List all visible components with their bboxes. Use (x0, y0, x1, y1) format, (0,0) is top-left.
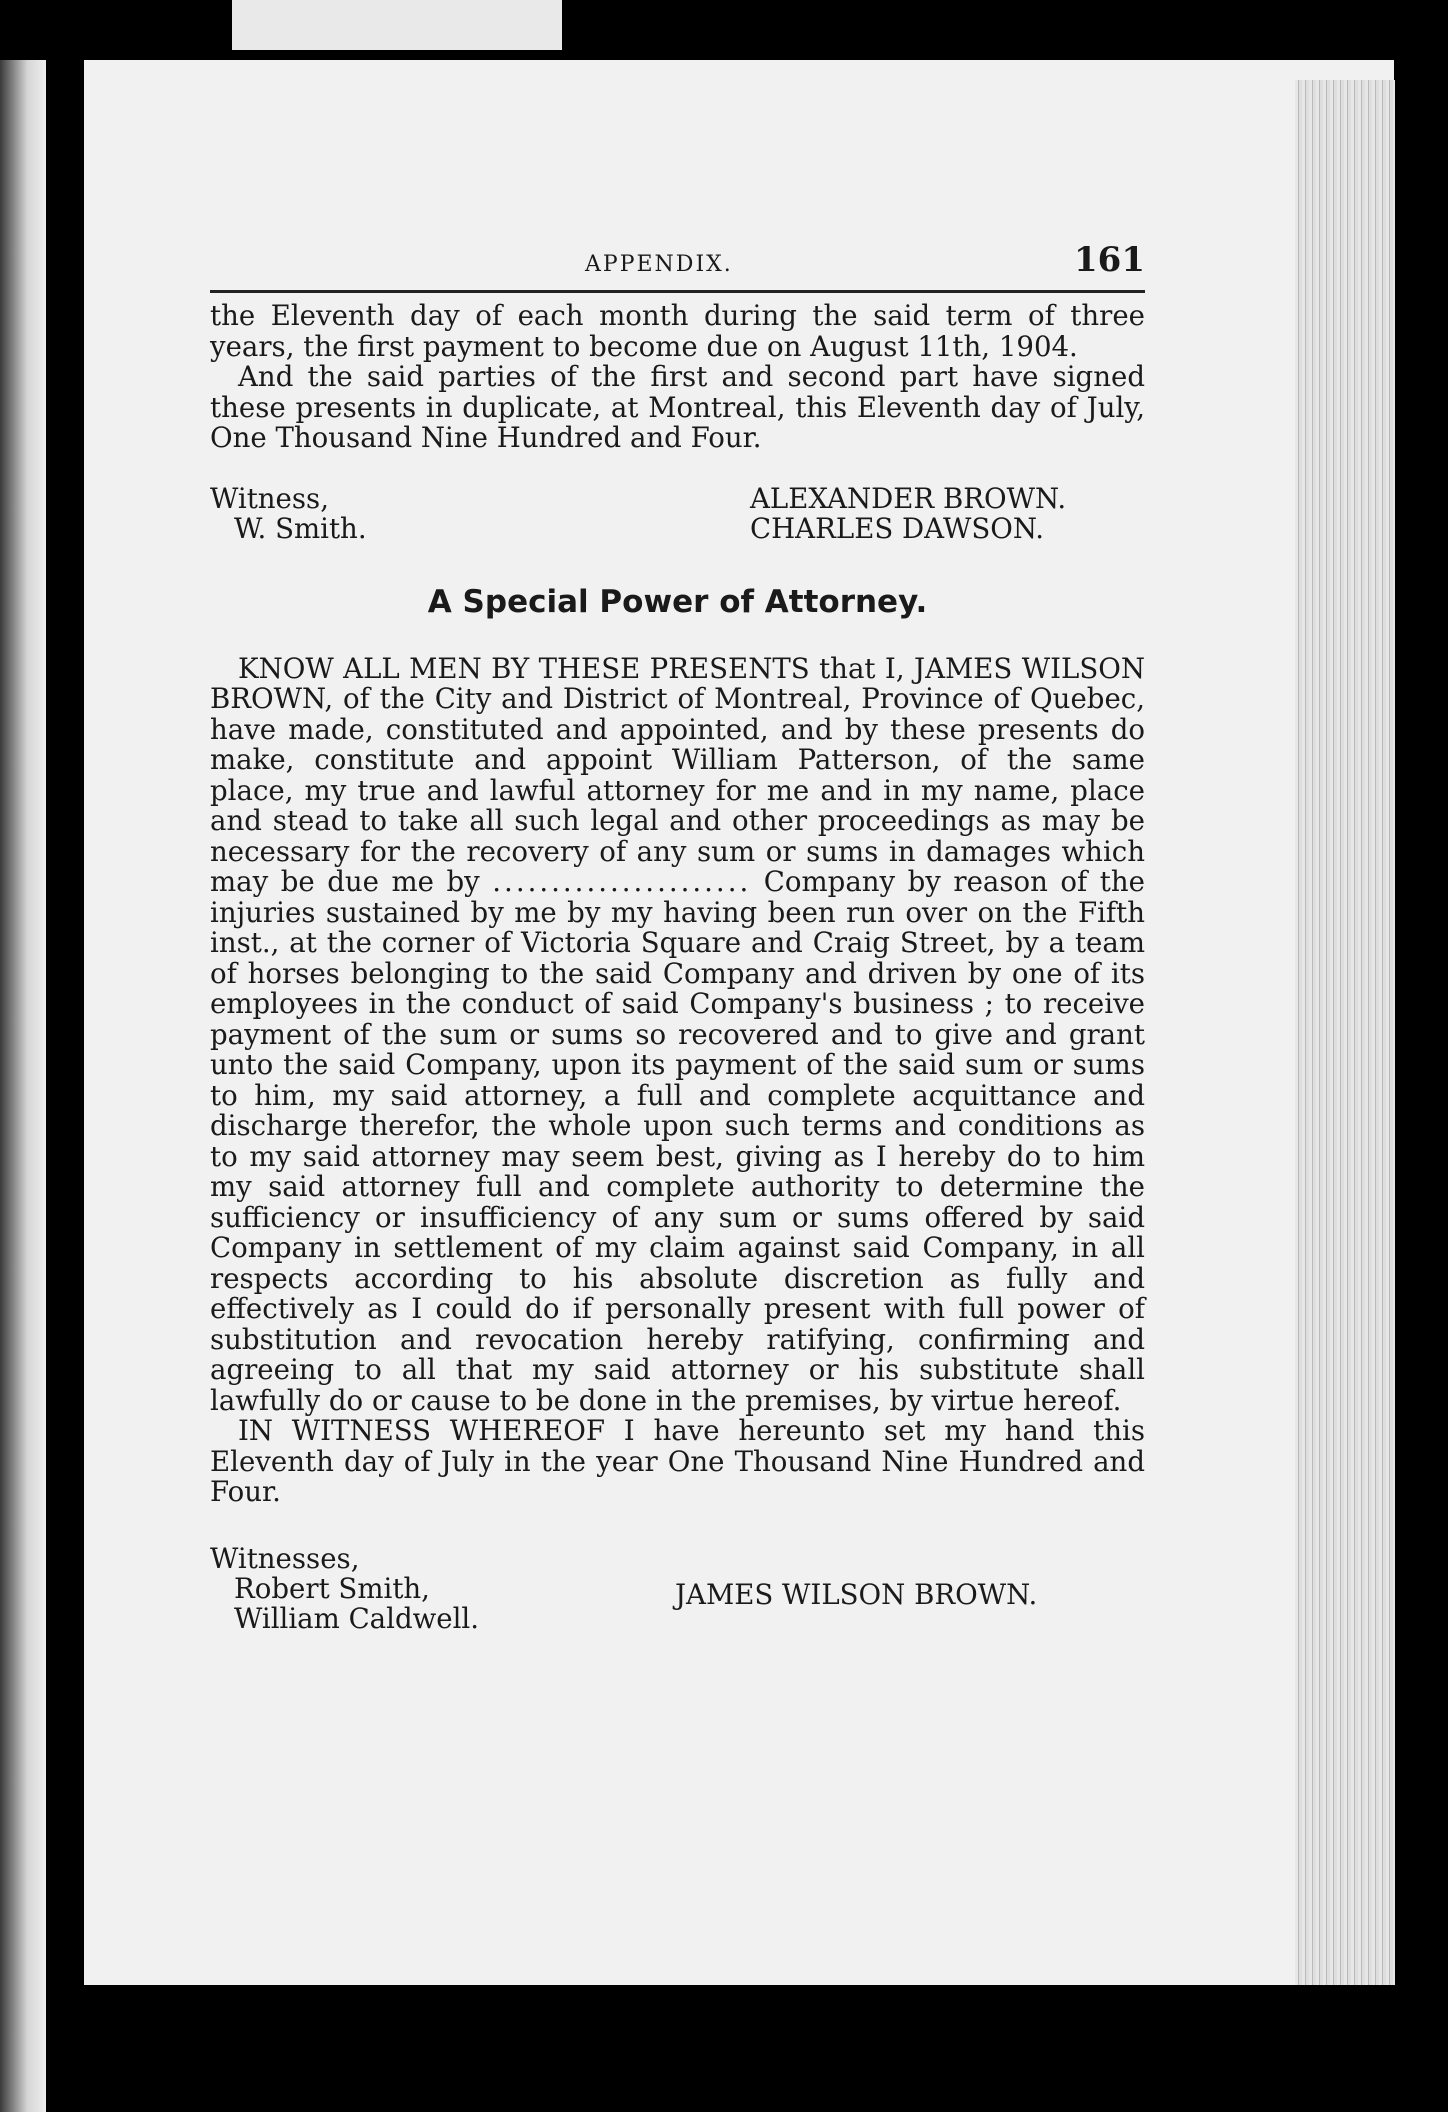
body-text-part-2: Company by reason of the injuries sustained by me by my having been run over on the Fifth inst., at the corner of Victoria Square and Craig Street, by a team of horses belonging to the said Company and driven by one of its employees in the conduct of said Company's business ; to receive payment of the sum or sums so recovered and to give and grant unto the said Company, upon its payment of the said sum or sums to him, my said attorney, a full and complete acquittance and discharge therefor, the whole upon such terms and conditions as to my said attorney may seem best, giving as I hereby do to him my said attorney full and complete authority to determine the sufficiency or insufficiency of any sum or sums offered by said Company in settlement of my claim against said Company, in all respects according to his absolute discretion as fully and effectively as I could do if personally present with full power of substitution and revocation hereby ratifying, confirming and agreeing to all that my said attorney or his substitute shall lawfully do or cause to be done in the premises, by virtue hereof. (210, 865, 1145, 1417)
running-head-title: APPENDIX. (585, 252, 733, 277)
signer-james-wilson-brown: JAMES WILSON BROWN. (675, 1577, 1038, 1611)
signer-charles-dawson: CHARLES DAWSON. (750, 511, 1044, 545)
running-head (210, 238, 1145, 293)
signature-block-2 (210, 1541, 1145, 1640)
body-text-part-1: KNOW ALL MEN BY THESE PRESENTS that I, JAMES WILSON BROWN, of the City and District of Montreal, Province of Quebec, have made, constituted and appointed, and by these presents do make, constitute and appoint William Patterson, of the same place, my true and lawful attorney for me and in my name, place and stead to take all such legal and other proceedings as may be necessary for the recovery of any sum or sums in damages which may be due me by (210, 651, 1145, 898)
witness-robert-smith: Robert Smith, (234, 1571, 430, 1605)
in-witness-clause: IN WITNESS WHEREOF I have hereunto set my hand this Eleventh day of July in the year One Thousand Nine Hundred and Four. (210, 1414, 1145, 1508)
witness-william-caldwell: William Caldwell. (234, 1601, 479, 1635)
blank-company-name: ...................... (492, 865, 752, 898)
section-heading: A Special Power of Attorney. (427, 583, 928, 620)
intro-paragraph-1: the Eleventh day of each month during the said term of three years, the first payment to become due on August 11th, 1904. (210, 299, 1145, 363)
power-of-attorney-body (210, 651, 1145, 1417)
page-number: 161 (1074, 240, 1145, 280)
witnesses-label: Witnesses, (210, 1541, 360, 1575)
signature-block-1 (210, 481, 1145, 548)
intro-paragraph-2: And the said parties of the first and second part have signed these presents in duplicate, at Montreal, this Eleventh day of July, One Thousand Nine Hundred and Four. (210, 360, 1145, 454)
page-stack-edges (1295, 80, 1395, 1985)
paper-strip (232, 0, 562, 50)
signer-alexander-brown: ALEXANDER BROWN. (750, 481, 1067, 515)
facing-page-edge (0, 60, 46, 2112)
page-text-block (210, 238, 1145, 1640)
witness-name: W. Smith. (234, 511, 367, 545)
witness-label: Witness, (210, 481, 329, 515)
